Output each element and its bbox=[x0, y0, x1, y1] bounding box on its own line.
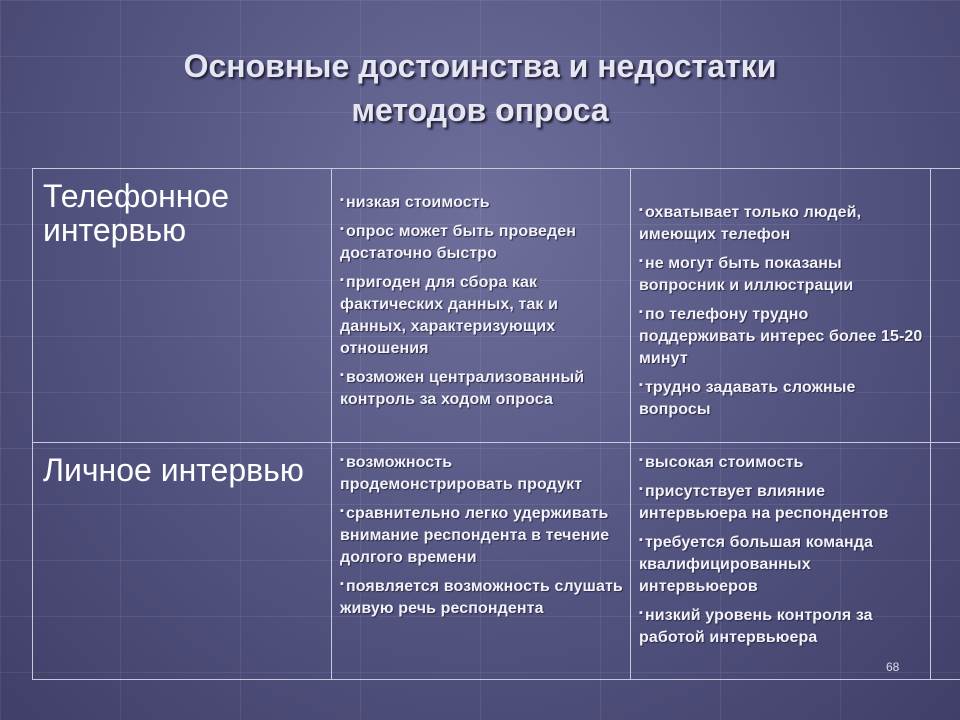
disadvantage-text: охватывает только людей, имеющих телефон bbox=[639, 204, 862, 243]
advantage-text: сравнительно легко удерживать внимание респондента в течение долгого времени bbox=[340, 505, 610, 566]
advantage-text: пригоден для сбора как фактических данных, так и данных, характеризующих отношения bbox=[340, 274, 558, 357]
disadvantage-text: трудно задавать сложные вопросы bbox=[639, 379, 856, 418]
list-item bbox=[639, 529, 924, 598]
advantage-text: возможность продемонстрировать продукт bbox=[340, 454, 583, 493]
bullet-icon: ▪ bbox=[639, 607, 643, 619]
advantages-cell bbox=[332, 169, 631, 443]
disadvantage-text: низкий уровень контроля за работой интервьюера bbox=[639, 607, 873, 646]
list-item bbox=[340, 500, 624, 569]
bullet-icon: ▪ bbox=[340, 223, 344, 235]
method-cell: Телефонное интервью bbox=[33, 169, 332, 443]
list-item bbox=[340, 573, 624, 620]
bullet-icon: ▪ bbox=[340, 274, 344, 286]
advantage-text: низкая стоимость bbox=[346, 194, 490, 211]
bullet-icon: ▪ bbox=[340, 194, 344, 206]
list-item bbox=[639, 478, 924, 525]
list-item bbox=[639, 602, 924, 649]
advantage-text: опрос может быть проведен достаточно быстро bbox=[340, 223, 577, 262]
advantages-cell bbox=[332, 443, 631, 680]
empty-cell bbox=[931, 169, 960, 443]
disadvantage-text: требуется большая команда квалифицированных интервьюеров bbox=[639, 534, 874, 595]
slide-title-line-1: Основные достоинства и недостатки bbox=[183, 48, 777, 84]
disadvantage-text: высокая стоимость bbox=[645, 454, 804, 471]
disadvantages-cell bbox=[631, 443, 931, 680]
disadvantage-text: не могут быть показаны вопросник и иллюстрации bbox=[639, 255, 854, 294]
list-item bbox=[639, 250, 924, 297]
bullet-icon: ▪ bbox=[639, 379, 643, 391]
list-item bbox=[639, 374, 924, 421]
disadvantages-cell bbox=[631, 169, 931, 443]
bullet-icon: ▪ bbox=[340, 369, 344, 381]
comparison-table bbox=[32, 168, 960, 680]
list-item bbox=[340, 449, 624, 496]
advantage-text: появляется возможность слушать живую речь респондента bbox=[340, 578, 623, 617]
advantage-text: возможен централизованный контроль за ходом опроса bbox=[340, 369, 585, 408]
table-row bbox=[33, 169, 960, 443]
bullet-icon: ▪ bbox=[639, 204, 643, 216]
bullet-icon: ▪ bbox=[639, 454, 643, 466]
list-item bbox=[340, 269, 624, 360]
bullet-icon: ▪ bbox=[639, 255, 643, 267]
list-item bbox=[639, 301, 924, 370]
bullet-icon: ▪ bbox=[639, 306, 643, 318]
list-item bbox=[340, 189, 624, 214]
bullet-icon: ▪ bbox=[340, 505, 344, 517]
disadvantage-text: по телефону трудно поддерживать интерес более 15-20 минут bbox=[639, 306, 923, 367]
slide-title bbox=[0, 44, 960, 132]
bullet-icon: ▪ bbox=[639, 483, 643, 495]
bullet-icon: ▪ bbox=[340, 578, 344, 590]
method-cell: Личное интервью bbox=[33, 443, 332, 680]
list-item bbox=[639, 199, 924, 246]
slide-title-line-2: методов опроса bbox=[351, 92, 609, 128]
disadvantage-text: присутствует влияние интервьюера на респондентов bbox=[639, 483, 889, 522]
bullet-icon: ▪ bbox=[340, 454, 344, 466]
list-item bbox=[639, 449, 924, 474]
list-item bbox=[340, 364, 624, 411]
list-item bbox=[340, 218, 624, 265]
table-row bbox=[33, 443, 960, 680]
bullet-icon: ▪ bbox=[639, 534, 643, 546]
page-number: 68 bbox=[886, 660, 900, 674]
empty-cell bbox=[931, 443, 960, 680]
